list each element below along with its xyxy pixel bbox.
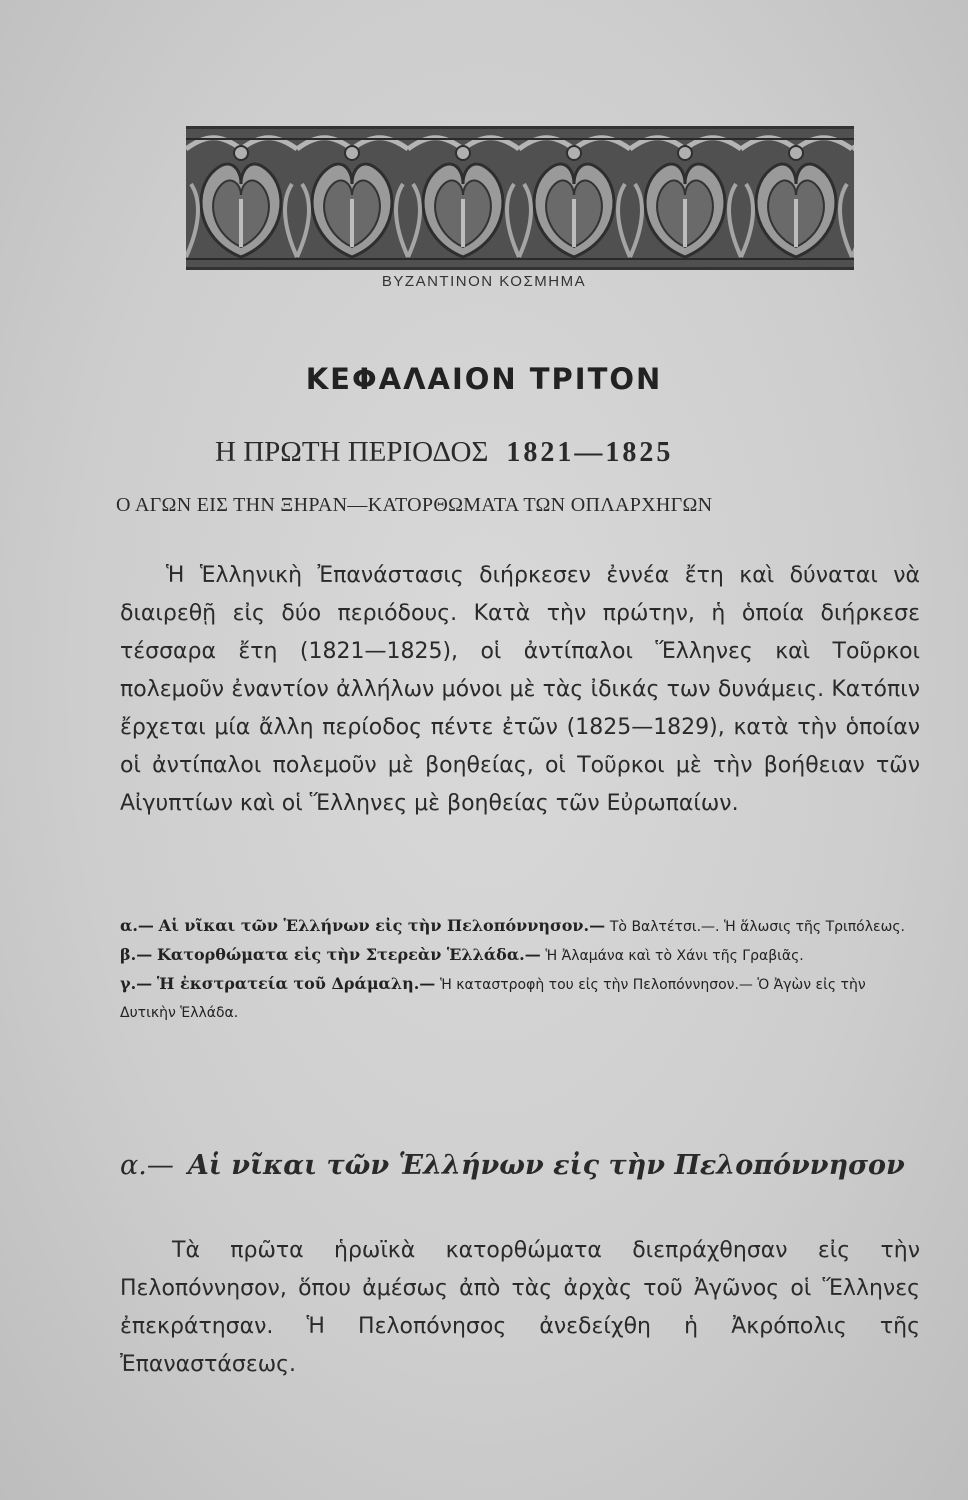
contents-rest: Ἡ καταστροφὴ του εἰς τὴν Πελοπόννησον.— Ὁ Ἀγὼν εἰς τὴν Δυτικὴν Ἑλλάδα. [120,977,866,1021]
section-title: Αἱ νῖκαι τῶν Ἑλλήνων εἰς τὴν Πελοπόννησον [187,1150,905,1181]
contents-item [120,912,920,941]
section-heading [120,1150,920,1181]
contents-letter: β.— [120,945,153,964]
contents-rest: Τὸ Βαλτέτσι.—. Ἡ ἅλωσις τῆς Τριπόλεως. [609,919,905,935]
period-years: 1821—1825 [506,437,674,468]
byzantine-ornament-icon [186,126,854,270]
contents-rest: Ἡ Ἀλαμάνα καὶ τὸ Χάνι τῆς Γραβιᾶς. [545,948,804,964]
contents-item [120,941,920,970]
period-heading [215,436,855,469]
section-number: α.— [120,1150,174,1181]
contents-title: Ἡ ἐκστρατεία τοῦ Δράμαλη.— [156,974,436,993]
ornament-caption: ΒΥΖΑΝΤΙΝΟΝ ΚΟΣΜΗΜΑ [381,273,587,290]
chapter-subtitle: Ο ΑΓΩΝ ΕΙΣ ΤΗΝ ΞΗΡΑΝ—ΚΑΤΟΡΘΩΜΑΤΑ ΤΩΝ ΟΠΛΑΡΧΗΓΩΝ [116,494,713,516]
contents-title: Αἱ νῖκαι τῶν Ἑλλήνων εἰς τὴν Πελοπόννησον.— [158,916,606,935]
chapter-contents [120,912,920,1027]
contents-letter: α.— [120,916,154,935]
section-paragraph: Τὰ πρῶτα ἡρωϊκὰ κατορθώματα διεπράχθησαν εἰς τὴν Πελοπόννησον, ὅπου ἀμέσως ἀπὸ τὰς ἀρχὰς τοῦ Ἀγῶνος οἱ Ἕλληνες ἐπεκράτησαν. Ἡ Πελοπόνησος ἀνεδείχθη ἡ Ἀκρόπολις τῆς Ἐπαναστάσεως. [120,1238,920,1377]
contents-letter: γ.— [120,974,153,993]
contents-item [120,970,920,1027]
chapter-title: ΚΕΦΑΛΑΙΟΝ ΤΡΙΤΟΝ [305,362,663,396]
intro-paragraph: Ἡ Ἑλληνικὴ Ἐπανάστασις διήρκεσεν ἐννέα ἔτη καὶ δύναται νὰ διαιρεθῇ εἰς δύο περιόδους. Κατὰ τὴν πρώτην, ἡ ὁποία διήρκεσε τέσσαρα ἔτη (1821—1825), οἱ ἀντίπαλοι Ἕλληνες καὶ Τοῦρκοι πολεμοῦν ἐναντίον ἀλλήλων μόνοι μὲ τὰς ἰδικάς των δυνάμεις. Κατόπιν ἔρχεται μία ἄλλη περίοδος πέντε ἐτῶν (1825—1829), κατὰ τὴν ὁποίαν οἱ ἀντίπαλοι πολεμοῦν μὲ βοηθείας, οἱ Τοῦρκοι μὲ τὴν βοήθειαν τῶν Αἰγυπτίων καὶ οἱ Ἕλληνες μὲ βοηθείας τῶν Εὐρωπαίων. [120,563,920,816]
period-label: Η ΠΡΩΤΗ ΠΕΡΙΟΔΟΣ [215,436,489,468]
contents-title: Κατορθώματα εἰς τὴν Στερεὰν Ἑλλάδα.— [156,945,541,964]
